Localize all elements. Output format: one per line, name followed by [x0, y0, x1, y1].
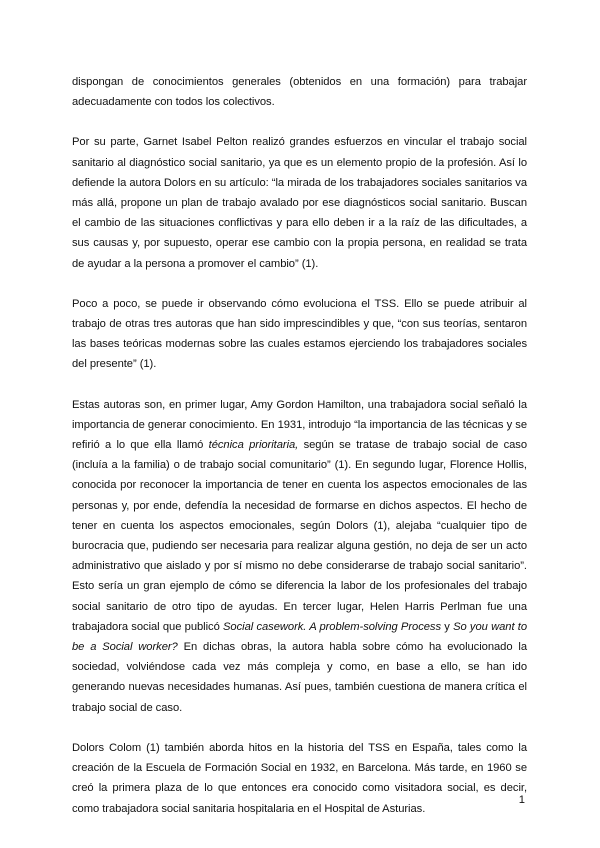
- italic-term: técnica prioritaria,: [208, 439, 299, 452]
- paragraph-1: [72, 72, 527, 112]
- paragraph-text: Poco a poco, se puede ir observando cómo evoluciona el TSS. Ello se puede atribuir al trabajo de otras tres autoras que han sido imprescindibles y que, “con sus teorías, sentaron las bases teóricas modernas sobre las cuales estamos ejerciendo los trabajadores sociales del presente” (1).: [72, 297, 527, 371]
- paragraph-text: En dichas obras, la autora habla sobre cómo ha evolucionado la sociedad, volviéndose cada vez más compleja y como, en base a ello, se han ido generando nuevas necesidades humanas. Así pues, también cuestiona de manera crítica el trabajo social de caso.: [72, 641, 527, 714]
- paragraph-text: según se tratase de trabajo social de caso (incluía a la familia) o de trabajo social comunitario” (1). En segundo lugar, Florence Hollis, conocida por reconocer la importancia de tener en cuenta los aspectos emocionales de las personas y, por ende, defendía la necesidad de formarse en dichos aspectos. El hecho de tener en cuenta los aspectos emocionales, según Dolors (1), alejaba “cualquier tipo de burocracia que, pudiendo ser necesaria para realizar alguna gestión, no deja de ser un acto administrativo que aislado y por sí mismo no debe considerarse de trabajo social sanitario”. Esto sería un gran ejemplo de cómo se diferencia la labor de los profesionales del trabajo social sanitario de otro tipo de ayudas. En tercer lugar, Helen Harris Perlman fue una trabajadora social que publicó: [72, 439, 528, 633]
- paragraph-text: Dolors Colom (1) también aborda hitos en la historia del TSS en España, tales como la creación de la Escuela de Formación Social en 1932, en Barcelona. Más tarde, en 1960 se creó la primera plaza de lo que entonces era conocido como visitadora social, es decir, como trabajadora social sanitaria hospitalaria en el Hospital de Asturias.: [72, 741, 527, 815]
- paragraph-text: Por su parte, Garnet Isabel Pelton realizó grandes esfuerzos en vincular el trabajo social sanitario al diagnóstico social sanitario, ya que es un elemento propio de la profesión. Así lo defiende la autora Dolors en su artículo: “la mirada de los trabajadores sociales sanitarios va más allá, propone un plan de trabajo avalado por ese diagnósticos social sanitario. Buscan el cambio de las situaciones conflictivas y para ello deben ir a la raíz de las dificultades, a sus causas y, por supuesto, operar ese cambio con la propia persona, en realidad se trata de ayudar a la persona a promover el cambio” (1).: [72, 136, 527, 270]
- document-page: [72, 72, 527, 839]
- paragraph-text: dispongan de conocimientos generales (obtenidos en una formación) para trabajar adecuadamente con todos los colectivos.: [72, 76, 527, 109]
- paragraph-5: [72, 738, 527, 819]
- paragraph-4: [72, 395, 527, 718]
- paragraph-2: [72, 132, 527, 273]
- paragraph-3: [72, 294, 527, 375]
- book-title: So you want to be a Social worker?: [72, 620, 527, 654]
- paragraph-text: y: [441, 620, 454, 633]
- book-title: Social casework. A problem-solving Process: [223, 620, 441, 633]
- page-number: 1: [518, 794, 525, 806]
- paragraph-text: Estas autoras son, en primer lugar, Amy Gordon Hamilton, una trabajadora social señaló la importancia de generar conocimiento. En 1931, introdujo “la importancia de las técnicas y se refirió a lo que ella llamó: [72, 398, 527, 452]
